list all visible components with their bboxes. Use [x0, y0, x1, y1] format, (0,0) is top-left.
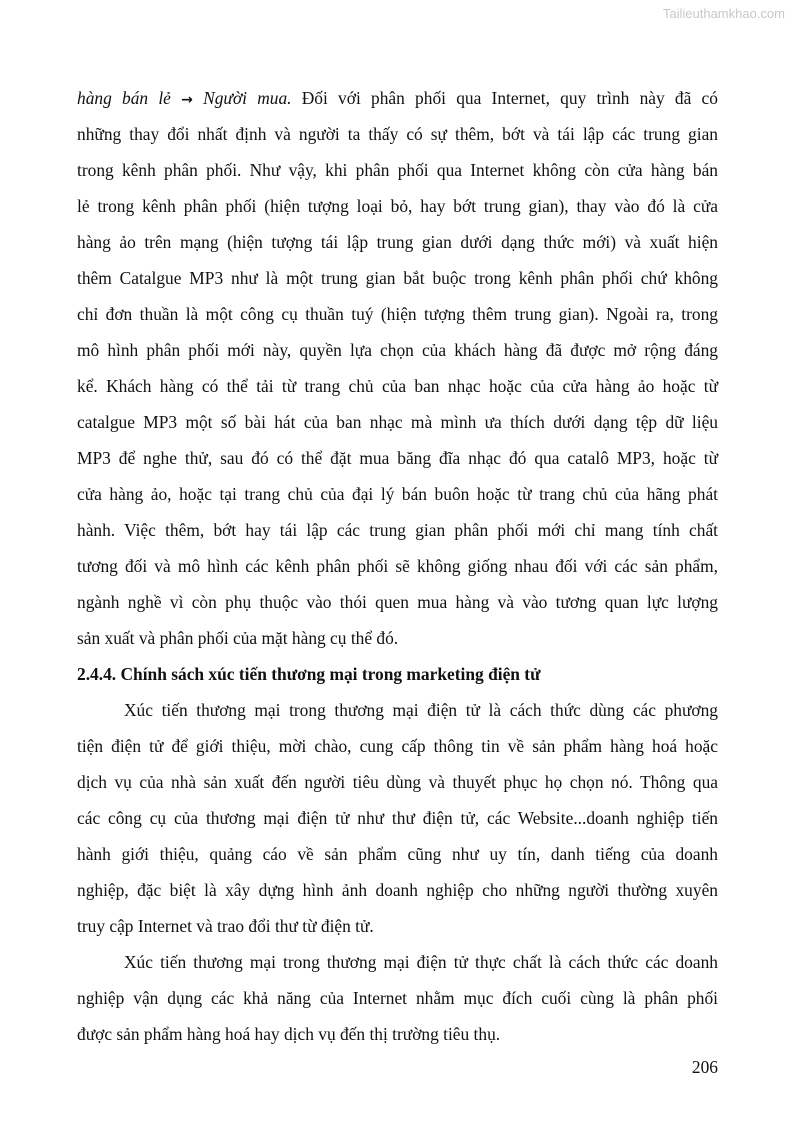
text-line: catalgue MP3 một số bài hát của ban nhạc mà mình ưa thích dưới dạng tệp dữ liệu: [77, 412, 718, 432]
paragraph-2: [77, 692, 718, 944]
text-line: dịch vụ của nhà sản xuất đến người tiêu dùng và thuyết phục họ chọn nó. Thông qua: [77, 772, 718, 792]
text-line: các công cụ của thương mại điện tử như thư điện tử, các Website...doanh nghiệp tiến: [77, 808, 718, 828]
text-line: nghiệp vận dụng các khả năng của Internet nhằm mục đích cuối cùng là phân phối: [77, 988, 718, 1008]
text-line: chỉ đơn thuần là một công cụ thuần tuý (hiện tượng thêm trung gian). Ngoài ra, trong: [77, 304, 718, 324]
italic-text: Người mua.: [203, 88, 292, 108]
text-line: Xúc tiến thương mại trong thương mại điện tử là cách thức dùng các phương: [124, 700, 718, 720]
paragraph-3: [77, 944, 718, 1052]
arrow-right-icon: →: [181, 92, 193, 108]
text-line: tương đối và mô hình các kênh phân phối sẽ không giống nhau đối với các sản phẩm,: [77, 556, 718, 576]
paragraph-1: [77, 80, 718, 656]
text-line: Xúc tiến thương mại trong thương mại điện tử thực chất là cách thức các doanh: [124, 952, 718, 972]
text-line: hàng ảo trên mạng (hiện tượng tái lập trung gian dưới dạng thức mới) và xuất hiện: [77, 232, 718, 252]
text-line: kể. Khách hàng có thể tải từ trang chủ của ban nhạc hoặc của cửa hàng ảo hoặc từ: [77, 376, 718, 396]
text-line: trong kênh phân phối. Như vậy, khi phân phối qua Internet không còn cửa hàng bán: [77, 160, 718, 180]
text-line: những thay đổi nhất định và người ta thấy có sự thêm, bớt và tái lập các trung gian: [77, 124, 718, 144]
text-line: truy cập Internet và trao đổi thư từ điện tử.: [77, 916, 374, 936]
text-line: hành. Việc thêm, bớt hay tái lập các trung gian phân phối mới chỉ mang tính chất: [77, 520, 718, 540]
text-line: [77, 80, 718, 116]
text-line: MP3 để nghe thử, sau đó có thể đặt mua băng đĩa nhạc đó qua catalô MP3, hoặc từ: [77, 448, 718, 468]
text-line: thêm Catalgue MP3 như là một trung gian bắt buộc trong kênh phân phối chứ không: [77, 268, 718, 288]
text-line: hành giới thiệu, quảng cáo về sản phẩm cũng như uy tín, danh tiếng của doanh: [77, 844, 718, 864]
text-line: lẻ trong kênh phân phối (hiện tượng loại bỏ, hay bớt trung gian), thay vào đó là cửa: [77, 196, 718, 216]
document-page: [77, 80, 718, 1052]
text-span: Đối với phân phối qua Internet, quy trình này đã có: [291, 88, 718, 108]
text-line: ngành nghề vì còn phụ thuộc vào thói quen mua hàng và vào tương quan lực lượng: [77, 592, 718, 612]
text-line: nghiệp, đặc biệt là xây dựng hình ảnh doanh nghiệp cho những người thường xuyên: [77, 880, 718, 900]
page-number: 206: [691, 1057, 718, 1077]
text-line: cửa hàng ảo, hoặc tại trang chủ của đại lý bán buôn hoặc từ trang chủ của hãng phát: [77, 484, 718, 504]
text-line: được sản phẩm hàng hoá hay dịch vụ đến thị trường tiêu thụ.: [77, 1024, 501, 1044]
watermark: Tailieuthamkhao.com: [662, 6, 785, 21]
text-line: sản xuất và phân phối của mặt hàng cụ thể đó.: [77, 628, 399, 648]
text-line: tiện điện tử để giới thiệu, mời chào, cung cấp thông tin về sản phẩm hàng hoá hoặc: [77, 736, 718, 756]
section-heading: 2.4.4. Chính sách xúc tiến thương mại trong marketing điện tử: [77, 664, 541, 684]
italic-text: hàng bán lẻ: [77, 88, 171, 108]
text-line: mô hình phân phối mới này, quyền lựa chọn của khách hàng đã được mở rộng đáng: [77, 340, 718, 360]
